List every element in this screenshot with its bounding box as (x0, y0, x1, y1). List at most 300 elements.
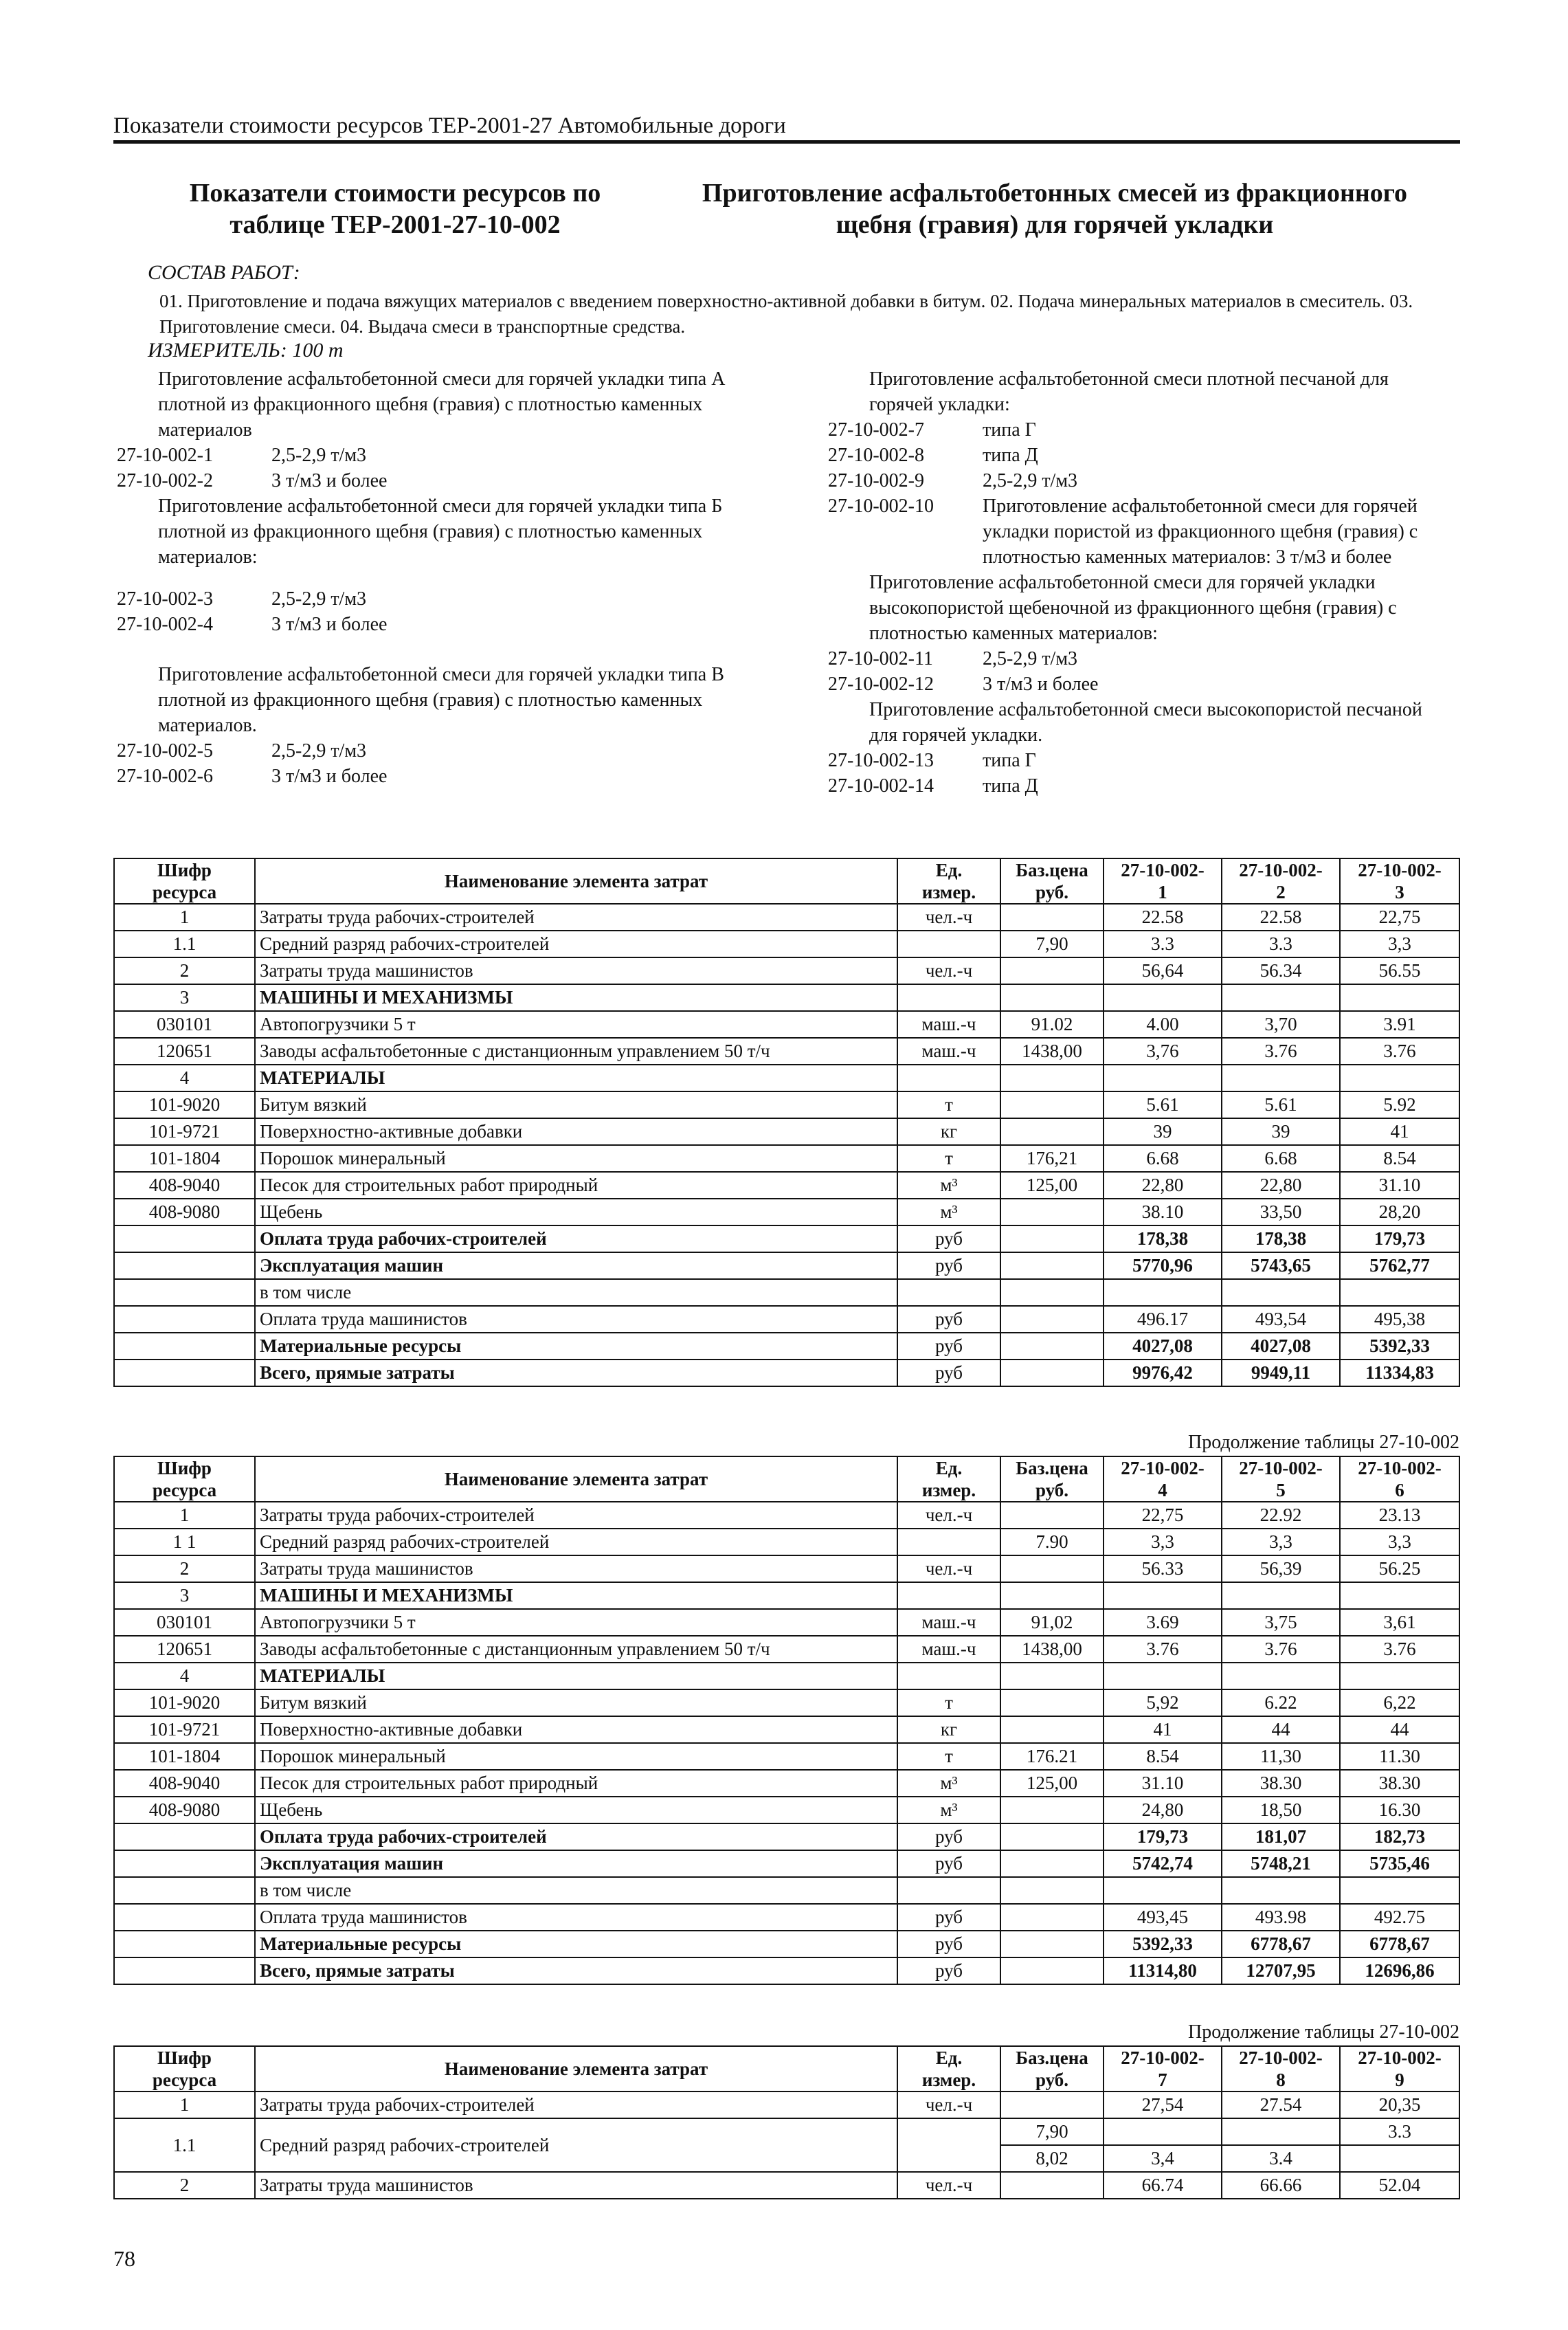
value-cell: 27.54 (1222, 2092, 1340, 2118)
header-rate-column (1222, 858, 1340, 904)
value-cell: 5770,96 (1104, 1252, 1222, 1279)
header-text: 27-10-002- (1239, 2048, 1323, 2068)
header-text: 27-10-002- (1121, 860, 1205, 880)
value-cell: 38.30 (1222, 1770, 1340, 1797)
value-cell: 178,38 (1104, 1225, 1222, 1252)
header-text: 8 (1276, 2070, 1286, 2090)
rate-line (117, 738, 790, 764)
header-text: 4 (1158, 1480, 1167, 1500)
header-cost-element: Наименование элемента затрат (255, 1456, 897, 1502)
resource-code-cell (114, 1306, 255, 1333)
resource-code-cell: 101-9020 (114, 1689, 255, 1716)
header-text: ресурса (152, 882, 217, 902)
cost-element-cell: Заводы асфальтобетонные с дистанционным управлением 50 т/ч (255, 1636, 897, 1663)
value-cell (1104, 1582, 1222, 1609)
table-header-row (114, 2046, 1459, 2092)
table-row (114, 1904, 1459, 1931)
value-cell: 22.92 (1222, 1502, 1340, 1529)
header-text: Шифр (157, 860, 212, 880)
value-cell: 41 (1340, 1118, 1459, 1145)
value-cell: 3,3 (1340, 931, 1459, 957)
title-left-line-1: Показатели стоимости ресурсов по (189, 179, 601, 208)
header-rate-column (1340, 1456, 1459, 1502)
value-cell: 5743,65 (1222, 1252, 1340, 1279)
rate-line (828, 493, 1446, 570)
base-price-cell: 176.21 (1000, 1743, 1104, 1770)
table-header-row (114, 858, 1459, 904)
unit-cell: руб (897, 1850, 1000, 1877)
base-price-cell (1000, 1797, 1104, 1823)
rate-spec: 3 т/м3 и более (983, 674, 1099, 695)
header-text: измер. (921, 1480, 976, 1500)
table-row (114, 1502, 1459, 1529)
table-row (114, 1636, 1459, 1663)
table-row (114, 1529, 1459, 1555)
value-cell: 3.91 (1340, 1011, 1459, 1038)
table-row (114, 1252, 1459, 1279)
cost-element-cell: в том числе (255, 1877, 897, 1904)
table-row (114, 2118, 1459, 2145)
value-cell: 5735,46 (1340, 1850, 1459, 1877)
value-cell: 56.34 (1222, 957, 1340, 984)
rates-left-column (117, 366, 790, 789)
rate-line (117, 443, 790, 468)
table-row (114, 1065, 1459, 1091)
table-row (114, 1770, 1459, 1797)
value-cell (1222, 2118, 1340, 2145)
rate-spec: 3 т/м3 и более (271, 766, 388, 787)
rate-spec: 3 т/м3 и более (271, 470, 388, 491)
value-cell: 3.3 (1222, 931, 1340, 957)
base-price-cell: 125,00 (1000, 1172, 1104, 1199)
cost-element-cell: Порошок минеральный (255, 1145, 897, 1172)
table-row (114, 984, 1459, 1011)
cost-element-cell: Оплата труда рабочих-строителей (255, 1823, 897, 1850)
value-cell: 44 (1222, 1716, 1340, 1743)
resource-code-cell: 2 (114, 2172, 255, 2199)
resource-code-cell: 2 (114, 1555, 255, 1582)
value-cell: 9976,42 (1104, 1360, 1222, 1386)
header-text: 27-10-002- (1121, 2048, 1205, 2068)
resource-code-cell (114, 1333, 255, 1360)
base-price-cell (1000, 1850, 1104, 1877)
resource-code-cell: 030101 (114, 1609, 255, 1636)
header-rate-column (1104, 858, 1222, 904)
value-cell: 31.10 (1340, 1172, 1459, 1199)
resource-code-cell (114, 1252, 255, 1279)
value-cell (1104, 2118, 1222, 2145)
cost-element-cell: Средний разряд рабочих-строителей (255, 931, 897, 957)
unit-cell: кг (897, 1118, 1000, 1145)
base-price-cell: 1438,00 (1000, 1636, 1104, 1663)
table-row (114, 2172, 1459, 2199)
resource-code-cell (114, 1931, 255, 1957)
value-cell: 38.10 (1104, 1199, 1222, 1225)
value-cell: 6778,67 (1340, 1931, 1459, 1957)
header-text: Шифр (157, 2048, 212, 2068)
unit-cell: м³ (897, 1172, 1000, 1199)
unit-cell: чел.-ч (897, 1502, 1000, 1529)
value-cell (1104, 1877, 1222, 1904)
value-cell: 5748,21 (1222, 1850, 1340, 1877)
resource-table-3 (113, 2045, 1460, 2199)
cost-element-cell: Поверхностно-активные добавки (255, 1716, 897, 1743)
resource-code-cell: 2 (114, 957, 255, 984)
cost-element-cell: Средний разряд рабочих-строителей (255, 2118, 897, 2172)
resource-code-cell: 1 (114, 1502, 255, 1529)
base-price-cell (1000, 1306, 1104, 1333)
value-cell: 4027,08 (1104, 1333, 1222, 1360)
base-price-cell (1000, 1118, 1104, 1145)
unit-cell (897, 1582, 1000, 1609)
header-rate-column (1222, 2046, 1340, 2092)
rate-spec: 3 т/м3 и более (271, 614, 388, 635)
cost-element-cell: МАШИНЫ И МЕХАНИЗМЫ (255, 1582, 897, 1609)
rate-line (828, 468, 1446, 493)
resource-code-cell: 408-9080 (114, 1199, 255, 1225)
value-cell: 496.17 (1104, 1306, 1222, 1333)
cost-element-cell: Щебень (255, 1797, 897, 1823)
base-price-cell (1000, 1689, 1104, 1716)
header-text: ресурса (152, 2070, 217, 2090)
table-row (114, 1172, 1459, 1199)
header-text: Баз.цена (1016, 860, 1088, 880)
header-text: измер. (921, 2070, 976, 2090)
header-text: руб. (1035, 882, 1069, 902)
base-price-cell (1000, 984, 1104, 1011)
value-cell: 3,3 (1104, 1529, 1222, 1555)
cost-element-cell: Оплата труда рабочих-строителей (255, 1225, 897, 1252)
table-row (114, 1306, 1459, 1333)
base-price-cell (1000, 1091, 1104, 1118)
value-cell: 31.10 (1104, 1770, 1222, 1797)
value-cell: 3.76 (1104, 1636, 1222, 1663)
value-cell: 39 (1104, 1118, 1222, 1145)
header-text: 27-10-002- (1121, 1458, 1205, 1478)
header-rate-column (1340, 2046, 1459, 2092)
table-row (114, 1555, 1459, 1582)
base-price-cell (1000, 1333, 1104, 1360)
cost-element-cell: Затраты труда машинистов (255, 2172, 897, 2199)
base-price-cell (1000, 1663, 1104, 1689)
value-cell: 66.74 (1104, 2172, 1222, 2199)
value-cell: 22.58 (1104, 904, 1222, 931)
unit-cell: м³ (897, 1797, 1000, 1823)
resource-code-cell: 030101 (114, 1011, 255, 1038)
cost-element-cell: Битум вязкий (255, 1091, 897, 1118)
unit-cell: руб (897, 1252, 1000, 1279)
title-left-line-2: таблице ТЕР-2001-27-10-002 (229, 210, 561, 239)
resource-code-cell: 120651 (114, 1636, 255, 1663)
unit-cell: руб (897, 1904, 1000, 1931)
value-cell: 52.04 (1340, 2172, 1459, 2199)
header-text: Ед. (935, 1458, 963, 1478)
rate-line (828, 748, 1446, 773)
value-cell (1340, 1663, 1459, 1689)
value-cell: 5762,77 (1340, 1252, 1459, 1279)
resource-code-cell: 101-9721 (114, 1118, 255, 1145)
resource-code-cell (114, 1904, 255, 1931)
base-price-cell (1000, 1502, 1104, 1529)
cost-element-cell: МАТЕРИАЛЫ (255, 1065, 897, 1091)
title-right-line-1: Приготовление асфальтобетонных смесей из фракционного (702, 179, 1408, 208)
value-cell: 39 (1222, 1118, 1340, 1145)
base-price-cell: 7,90 (1000, 2118, 1104, 2145)
value-cell (1104, 1663, 1222, 1689)
base-price-cell (1000, 904, 1104, 931)
header-resource-code (114, 1456, 255, 1502)
rate-line (828, 443, 1446, 468)
unit-cell (897, 1663, 1000, 1689)
rate-code: 27-10-002-1 (117, 445, 213, 466)
resource-code-cell: 408-9040 (114, 1770, 255, 1797)
value-cell: 5.61 (1222, 1091, 1340, 1118)
resource-code-cell: 1.1 (114, 2118, 255, 2172)
unit-cell: руб (897, 1333, 1000, 1360)
resource-code-cell: 408-9040 (114, 1172, 255, 1199)
cost-element-cell: Затраты труда машинистов (255, 1555, 897, 1582)
rate-line (117, 764, 790, 789)
unit-cell: кг (897, 1716, 1000, 1743)
cost-element-cell: в том числе (255, 1279, 897, 1306)
resource-code-cell: 101-1804 (114, 1145, 255, 1172)
value-cell: 22,75 (1104, 1502, 1222, 1529)
value-cell: 182,73 (1340, 1823, 1459, 1850)
header-text: 7 (1158, 2070, 1167, 2090)
header-text: 1 (1158, 882, 1167, 902)
unit-cell (897, 1279, 1000, 1306)
header-text: 6 (1395, 1480, 1404, 1500)
table-row (114, 1823, 1459, 1850)
cost-element-cell: МАШИНЫ И МЕХАНИЗМЫ (255, 984, 897, 1011)
header-resource-code (114, 858, 255, 904)
table-row (114, 1145, 1459, 1172)
value-cell (1222, 1663, 1340, 1689)
header-text: Баз.цена (1016, 1458, 1088, 1478)
value-cell: 16.30 (1340, 1797, 1459, 1823)
table-row (114, 1609, 1459, 1636)
rate-spec: 2,5-2,9 т/м3 (983, 648, 1078, 669)
table-row (114, 904, 1459, 931)
header-unit (897, 1456, 1000, 1502)
value-cell: 23.13 (1340, 1502, 1459, 1529)
value-cell: 6.22 (1222, 1689, 1340, 1716)
resource-code-cell (114, 1225, 255, 1252)
header-base-price (1000, 858, 1104, 904)
header-rate-column (1104, 2046, 1222, 2092)
rate-line (828, 417, 1446, 443)
table-row (114, 1038, 1459, 1065)
unit-cell: чел.-ч (897, 2172, 1000, 2199)
rate-code: 27-10-002-5 (117, 740, 213, 762)
table-row (114, 1279, 1459, 1306)
rate-spec: 2,5-2,9 т/м3 (983, 470, 1078, 491)
table-row (114, 1689, 1459, 1716)
resource-code-cell (114, 1957, 255, 1984)
base-price-cell (1000, 1823, 1104, 1850)
header-unit (897, 858, 1000, 904)
base-price-cell (1000, 1225, 1104, 1252)
resource-code-cell: 3 (114, 1582, 255, 1609)
value-cell: 3.76 (1340, 1038, 1459, 1065)
value-cell (1340, 984, 1459, 1011)
value-cell: 3.76 (1340, 1636, 1459, 1663)
base-price-cell: 176,21 (1000, 1145, 1104, 1172)
cost-element-cell: МАТЕРИАЛЫ (255, 1663, 897, 1689)
rate-line (828, 773, 1446, 799)
value-cell: 24,80 (1104, 1797, 1222, 1823)
cost-element-cell: Всего, прямые затраты (255, 1360, 897, 1386)
value-cell (1222, 984, 1340, 1011)
value-cell: 41 (1104, 1716, 1222, 1743)
rate-code: 27-10-002-3 (117, 588, 213, 610)
base-price-cell (1000, 1931, 1104, 1957)
table-row (114, 1957, 1459, 1984)
value-cell: 56.55 (1340, 957, 1459, 984)
unit-cell: чел.-ч (897, 2092, 1000, 2118)
unit-cell: чел.-ч (897, 1555, 1000, 1582)
value-cell: 5742,74 (1104, 1850, 1222, 1877)
header-text: Шифр (157, 1458, 212, 1478)
table-row (114, 1011, 1459, 1038)
resource-code-cell (114, 1877, 255, 1904)
header-rate-column (1222, 1456, 1340, 1502)
cost-element-cell: Материальные ресурсы (255, 1333, 897, 1360)
cost-element-cell: Затраты труда рабочих-строителей (255, 1502, 897, 1529)
unit-cell: руб (897, 1931, 1000, 1957)
running-header: Показатели стоимости ресурсов ТЕР-2001-27 Автомобильные дороги (113, 113, 1460, 144)
rate-spec: типа Д (983, 445, 1038, 466)
value-cell: 56,39 (1222, 1555, 1340, 1582)
value-cell: 12696,86 (1340, 1957, 1459, 1984)
resource-code-cell: 4 (114, 1065, 255, 1091)
header-text: 27-10-002- (1358, 860, 1442, 880)
table-row (114, 957, 1459, 984)
value-cell (1340, 1065, 1459, 1091)
header-text: 9 (1395, 2070, 1404, 2090)
base-price-cell (1000, 1904, 1104, 1931)
value-cell (1222, 1065, 1340, 1091)
value-cell: 3,3 (1222, 1529, 1340, 1555)
value-cell (1222, 1582, 1340, 1609)
rate-line (828, 672, 1446, 697)
value-cell: 3.3 (1340, 2118, 1459, 2145)
header-text: ресурса (152, 1480, 217, 1500)
value-cell: 18,50 (1222, 1797, 1340, 1823)
base-price-cell (1000, 1360, 1104, 1386)
value-cell: 27,54 (1104, 2092, 1222, 2118)
rate-code: 27-10-002-2 (117, 470, 213, 491)
cost-element-cell: Средний разряд рабочих-строителей (255, 1529, 897, 1555)
value-cell (1104, 1279, 1222, 1306)
value-cell: 5392,33 (1104, 1931, 1222, 1957)
base-price-cell: 7.90 (1000, 1529, 1104, 1555)
table-row (114, 1199, 1459, 1225)
header-text: 27-10-002- (1239, 860, 1323, 880)
unit-cell (897, 2118, 1000, 2172)
value-cell: 44 (1340, 1716, 1459, 1743)
table-row (114, 1716, 1459, 1743)
group-description: Приготовление асфальтобетонной смеси плотной песчаной для горячей укладки: (869, 368, 1389, 415)
unit-cell (897, 1065, 1000, 1091)
header-rate-column (1340, 858, 1459, 904)
header-resource-code (114, 2046, 255, 2092)
value-cell: 5.92 (1340, 1091, 1459, 1118)
value-cell: 56.33 (1104, 1555, 1222, 1582)
cost-element-cell: Порошок минеральный (255, 1743, 897, 1770)
table-row (114, 1225, 1459, 1252)
value-cell: 22,75 (1340, 904, 1459, 931)
value-cell: 492.75 (1340, 1904, 1459, 1931)
cost-element-cell: Автопогрузчики 5 т (255, 1011, 897, 1038)
value-cell: 6.68 (1104, 1145, 1222, 1172)
cost-element-cell: Щебень (255, 1199, 897, 1225)
rate-line (117, 468, 790, 493)
value-cell: 3.3 (1104, 931, 1222, 957)
value-cell (1104, 984, 1222, 1011)
unit-cell: руб (897, 1306, 1000, 1333)
base-price-cell: 91.02 (1000, 1011, 1104, 1038)
unit-cell: чел.-ч (897, 904, 1000, 931)
group-description: Приготовление асфальтобетонной смеси для горячей укладки высокопористой щебеночной из фракционного щебня (гравия) с плотностью каменных материалов: (869, 572, 1397, 644)
resource-code-cell: 1 1 (114, 1529, 255, 1555)
composition-label: СОСТАВ РАБОТ: (148, 261, 300, 284)
resource-code-cell: 101-1804 (114, 1743, 255, 1770)
resource-code-cell: 3 (114, 984, 255, 1011)
base-price-cell (1000, 2172, 1104, 2199)
rate-spec: 2,5-2,9 т/м3 (271, 588, 367, 610)
unit-cell: чел.-ч (897, 957, 1000, 984)
value-cell: 493,54 (1222, 1306, 1340, 1333)
value-cell: 3,75 (1222, 1609, 1340, 1636)
value-cell: 3,3 (1340, 1529, 1459, 1555)
cost-element-cell: Оплата труда машинистов (255, 1306, 897, 1333)
value-cell: 5.61 (1104, 1091, 1222, 1118)
rate-code: 27-10-002-9 (828, 470, 924, 491)
value-cell: 3.76 (1222, 1038, 1340, 1065)
cost-element-cell: Эксплуатация машин (255, 1850, 897, 1877)
value-cell: 38.30 (1340, 1770, 1459, 1797)
value-cell (1340, 2145, 1459, 2172)
table-row (114, 1797, 1459, 1823)
resource-code-cell: 1.1 (114, 931, 255, 957)
resource-code-cell (114, 1279, 255, 1306)
cost-element-cell: Материальные ресурсы (255, 1931, 897, 1957)
resource-code-cell (114, 1823, 255, 1850)
header-text: Ед. (935, 860, 963, 880)
base-price-cell (1000, 1199, 1104, 1225)
header-text: 27-10-002- (1239, 1458, 1323, 1478)
unit-cell: руб (897, 1957, 1000, 1984)
cost-element-cell: Эксплуатация машин (255, 1252, 897, 1279)
table-row (114, 1931, 1459, 1957)
rate-code: 27-10-002-13 (828, 750, 934, 771)
base-price-cell (1000, 1716, 1104, 1743)
value-cell: 56.25 (1340, 1555, 1459, 1582)
value-cell: 9949,11 (1222, 1360, 1340, 1386)
value-cell: 181,07 (1222, 1823, 1340, 1850)
table-row (114, 1663, 1459, 1689)
base-price-cell (1000, 1582, 1104, 1609)
header-text: 27-10-002- (1358, 2048, 1442, 2068)
base-price-cell (1000, 1957, 1104, 1984)
value-cell: 6778,67 (1222, 1931, 1340, 1957)
value-cell: 493,45 (1104, 1904, 1222, 1931)
unit-cell (897, 1529, 1000, 1555)
unit-cell: т (897, 1091, 1000, 1118)
table-row (114, 1118, 1459, 1145)
base-price-cell: 1438,00 (1000, 1038, 1104, 1065)
